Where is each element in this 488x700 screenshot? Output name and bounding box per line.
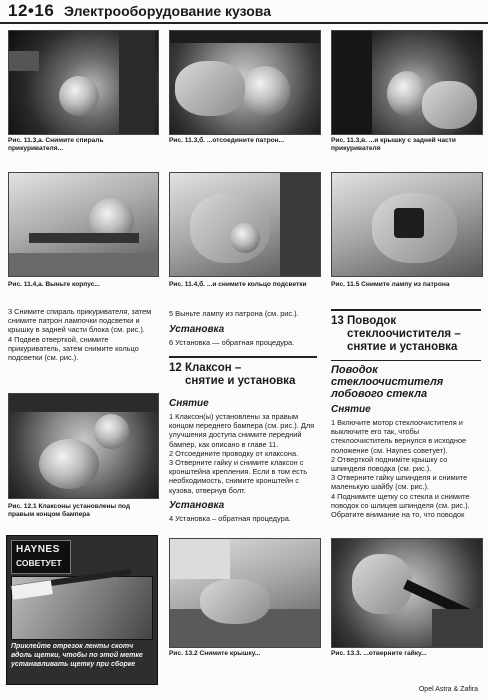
section-13-title-line2: стеклоочистителя –	[347, 328, 461, 340]
caption-11-3c: Рис. 11.3,в. ...и крышку с задней части прикуривателя	[331, 137, 456, 152]
haynes-tip-text: Приклейте отрезок ленты скотч вдоль щетки, чтобы по этой метке устанавливать щетку при сборке	[11, 643, 143, 668]
haynes-tip-box	[6, 535, 158, 685]
paragraph-3: 3 Снимите спираль прикуривателя, затем снимите патрон лампочки подсветки и крышку в задней части блока (см. рис.).	[8, 307, 152, 335]
section-12-title	[169, 362, 319, 388]
page-number: 12•16	[8, 1, 55, 20]
photo-11-3c	[331, 30, 483, 135]
caption-11-3b: Рис. 11.3,б. ...отсоедините патрон...	[169, 137, 285, 144]
haynes-logo-line1: HAYNES	[16, 544, 60, 555]
section-13-subrule	[331, 360, 481, 361]
s12-paragraph-1: 1 Клаксон(ы) установлены за правым концом переднего бампера (см. рис.). Для улучшения доступа снимите передний бампер, как описано в главе 11.	[169, 412, 315, 449]
section-13-subtitle-line3: лобового стекла	[331, 388, 428, 400]
section-13-removal-text	[331, 418, 481, 519]
section-13-subtitle-line2: стеклоочистителя	[331, 376, 444, 388]
caption-12-1: Рис. 12.1 Клаксоны установлены под правым концом бампера	[8, 503, 131, 518]
photo-11-3a	[8, 30, 159, 135]
photo-11-4a	[8, 172, 159, 277]
caption-11-5: Рис. 11.5 Снимите лампу из патрона	[331, 281, 450, 288]
s12-paragraph-2: 2 Отсоедините проводку от клаксона.	[169, 448, 299, 458]
section-12-removal-text	[169, 412, 319, 495]
col1-text	[8, 307, 158, 362]
section-12-title-line2: снятие и установка	[185, 375, 296, 387]
caption-11-3a: Рис. 11.3,а. Снимите спираль прикуривателя...	[8, 137, 104, 152]
section-13-subtitle-line1: Поводок	[331, 364, 378, 376]
section-12-install-heading: Установка	[169, 500, 225, 511]
tip-photo	[11, 576, 153, 640]
s12-paragraph-4: 4 Установка – обратная процедура.	[169, 514, 291, 523]
section-13-title	[331, 315, 481, 354]
photo-11-5	[331, 172, 483, 277]
installation-heading-11: Установка	[169, 324, 225, 335]
haynes-logo	[11, 540, 71, 574]
s12-paragraph-3: 3 Отверните гайку и снимите клаксон с кронштейна крепления. Если в том есть необходимость, снимите кронштейн с кузова, отвернув болт.	[169, 458, 308, 495]
footer-book-title: Opel Astra & Zafira	[418, 686, 478, 693]
s13-paragraph-1: 1 Включите мотор стеклоочистителя и выключите его так, чтобы стеклоочиститель вернулся в исходное положение (см. Haynes советует).	[331, 418, 467, 455]
s13-paragraph-4: 4 Поднимите щетку со стекла и снимите поводок со шлицев шпинделя (см. рис.). Обратите внимание на то, что поводок	[331, 491, 470, 520]
caption-11-4b: Рис. 11.4,б. ...и снимите кольцо подсветки	[169, 281, 307, 288]
photo-12-1	[8, 393, 159, 499]
col2-text-p6: 6 Установка — обратная процедура.	[169, 338, 295, 347]
section-13-title-line3: снятие и установка	[347, 341, 458, 353]
section-13-title-line1: 13 Поводок	[331, 315, 397, 327]
section-13-removal-heading: Снятие	[331, 404, 371, 415]
photo-11-3b	[169, 30, 321, 135]
paragraph-4: 4 Подвев отверткой, снимите прикуриватель, затем снимите кольцо подсветки (см. рис.).	[8, 334, 139, 363]
caption-13-2: Рис. 13.2 Снимите крышку...	[169, 650, 261, 657]
section-12-rule	[169, 356, 317, 358]
section-13-rule	[331, 309, 481, 311]
caption-11-4a: Рис. 11.4,а. Выньте корпус...	[8, 281, 100, 288]
section-13-subtitle	[331, 364, 481, 400]
section-12-removal-heading: Снятие	[169, 398, 209, 409]
photo-13-2	[169, 538, 321, 648]
haynes-logo-line2: СОВЕТУЕТ	[16, 558, 62, 568]
chapter-title: Электрооборудование кузова	[64, 3, 271, 19]
caption-13-3: Рис. 13.3. ...отверните гайку...	[331, 650, 427, 657]
section-12-title-line1: 12 Клаксон –	[169, 362, 242, 374]
s13-paragraph-3: 3 Отверните гайку шпинделя и снимите маленькую шайбу (см. рис.).	[331, 473, 468, 492]
s13-paragraph-2: 2 Отверткой подниміте крышку со шпинделя поводка (см. рис.).	[331, 454, 448, 474]
photo-11-4b	[169, 172, 321, 277]
photo-13-3	[331, 538, 483, 648]
page-header	[0, 0, 488, 24]
col2-text-p5: 5 Выньте лампу из патрона (см. рис.).	[169, 309, 299, 318]
